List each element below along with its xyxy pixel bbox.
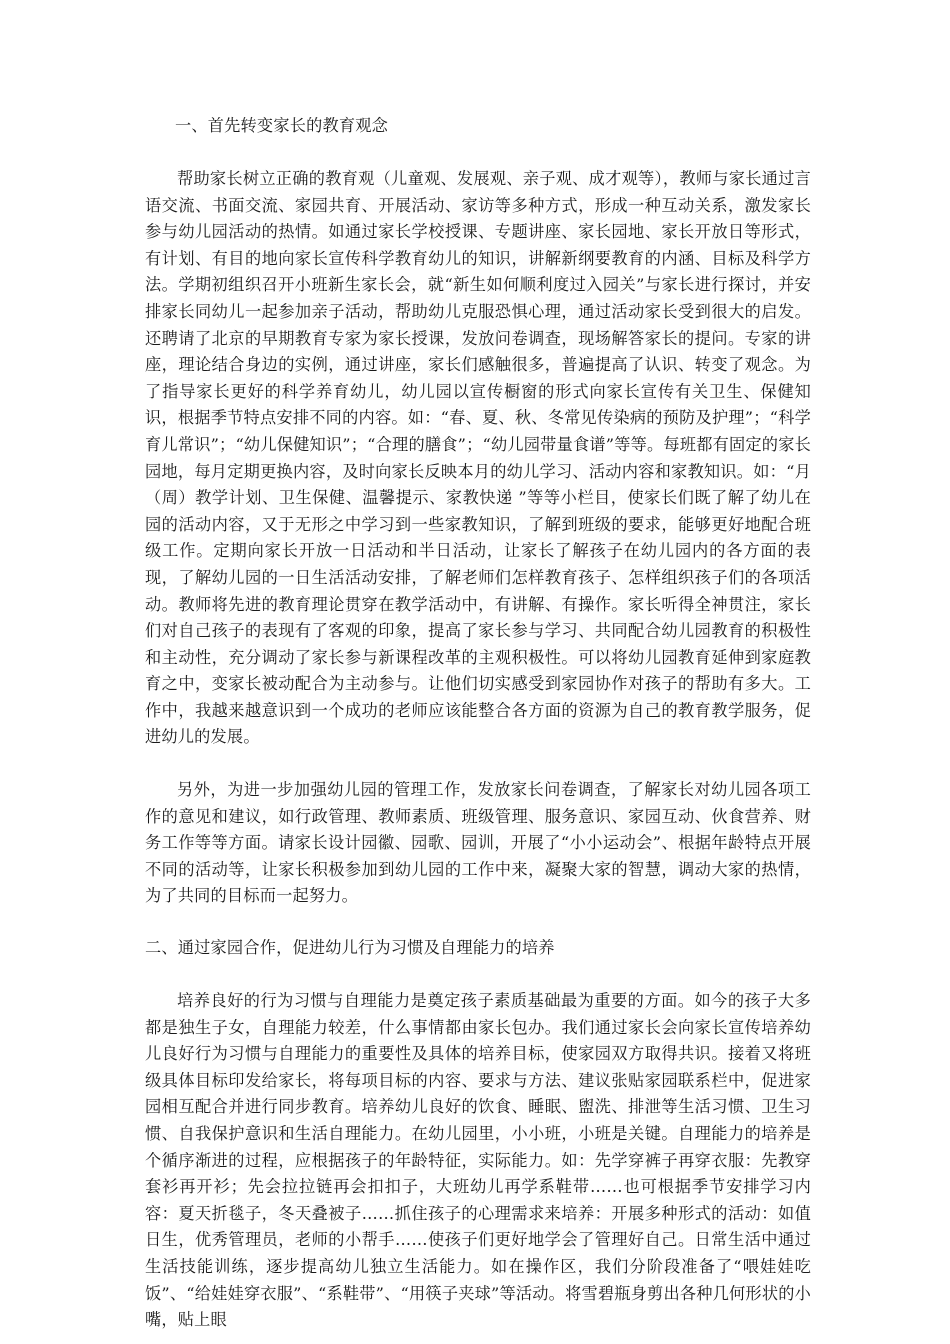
document-body <box>145 114 811 1334</box>
section-heading-1: 一、首先转变家长的教育观念 <box>175 116 389 135</box>
section-1-paragraph-1: 帮助家长树立正确的教育观（儿童观、发展观、亲子观、成才观等），教师与家长通过言语交流、书面交流、家园共育、开展活动、家访等多种方式，形成一种互动关系，激发家长参与幼儿园活动的热情。如通过家长学校授课、专题讲座、家长园地、家长开放日等形式，有计划、有目的地向家长宣传科学教育幼儿的知识，讲解新纲要教育的内涵、目标及科学方法。学期初组织召开小班新生家长会，就“新生如何顺利度过入园关”与家长进行探讨，并安排家长同幼儿一起参加亲子活动，帮助幼儿克服恐惧心理，通过活动家长受到很大的启发。还聘请了北京的早期教育专家为家长授课，发放问卷调查，现场解答家长的提问。专家的讲座，理论结合身边的实例，通过讲座，家长们感触很多，普遍提高了认识、转变了观念。为了指导家长更好的科学养育幼儿，幼儿园以宣传橱窗的形式向家长宣传有关卫生、保健知识，根据季节特点安排不同的内容。如：“春、夏、秋、冬常见传染病的预防及护理”；“科学育儿常识”；“幼儿保健知识”；“合理的膳食”；“幼儿园带量食谱”等等。每班都有固定的家长园地，每月定期更换内容，及时向家长反映本月的幼儿学习、活动内容和家教知识。如：“月（周）教学计划、卫生保健、温馨提示、家教快递 ”等等小栏目，使家长们既了解了幼儿在园的活动内容，又于无形之中学习到一些家教知识，了解到班级的要求，能够更好地配合班级工作。定期向家长开放一日活动和半日活动，让家长了解孩子在幼儿园内的各方面的表现，了解幼儿园的一日生活活动安排，了解老师们怎样教育孩子、怎样组织孩子们的各项活动。教师将先进的教育理论贯穿在教学活动中，有讲解、有操作。家长听得全神贯注，家长们对自己孩子的表现有了客观的印象，提高了家长参与学习、共同配合幼儿园教育的积极性和主动性，充分调动了家长参与新课程改革的主观积极性。可以将幼儿园教育延伸到家庭教育之中，变家长被动配合为主动参与。让他们切实感受到家园协作对孩子的帮助有多大。工作中，我越来越意识到一个成功的老师应该能整合各方面的资源为自己的教育教学服务，促进幼儿的发展。 <box>145 169 811 747</box>
section-2-paragraph-1: 培养良好的行为习惯与自理能力是奠定孩子素质基础最为重要的方面。如今的孩子大多都是独生子女，自理能力较差，什么事情都由家长包办。我们通过家长会向家长宣传培养幼儿良好行为习惯与自理能力的重要性及具体的培养目标，使家园双方取得共识。接着又将班级具体目标印发给家长，将每项目标的内容、要求与方法、建议张贴家园联系栏中，促进家园相互配合并进行同步教育。培养幼儿良好的饮食、睡眠、盥洗、排泄等生活习惯、卫生习惯、自我保护意识和生活自理能力。在幼儿园里，小小班，小班是关键。自理能力的培养是个循序渐进的过程，应根据孩子的年龄特征，实际能力。如：先学穿裤子再穿衣服：先教穿套衫再开衫；先会拉拉链再会扣扣子，大班幼儿再学系鞋带……也可根据季节安排学习内容：夏天折毯子，冬天叠被子……抓住孩子的心理需求来培养：开展多种形式的活动：如值日生，优秀管理员，老师的小帮手……使孩子们更好地学会了管理好自己。日常生活中通过生活技能训练，逐步提高幼儿独立生活能力。如在操作区，我们分阶段准备了“喂娃娃吃饭”、“给娃娃穿衣服”、“系鞋带”、“用筷子夹球”等活动。将雪碧瓶身剪出各种几何形状的小嘴，贴上眼 <box>145 991 811 1330</box>
section-1-paragraph-2: 另外，为进一步加强幼儿园的管理工作，发放家长问卷调查，了解家长对幼儿园各项工作的意见和建议，如行政管理、教师素质、班级管理、服务意识、家园互动、伙食营养、财务工作等等方面。请家长设计园徽、园歌、园训，开展了“小小运动会”、根据年龄特点开展不同的活动等，让家长积极参加到幼儿园的工作中来，凝聚大家的智慧，调动大家的热情，为了共同的目标而一起努力。 <box>145 780 811 906</box>
section-heading-2: 二、通过家园合作，促进幼儿行为习惯及自理能力的培养 <box>145 938 555 958</box>
